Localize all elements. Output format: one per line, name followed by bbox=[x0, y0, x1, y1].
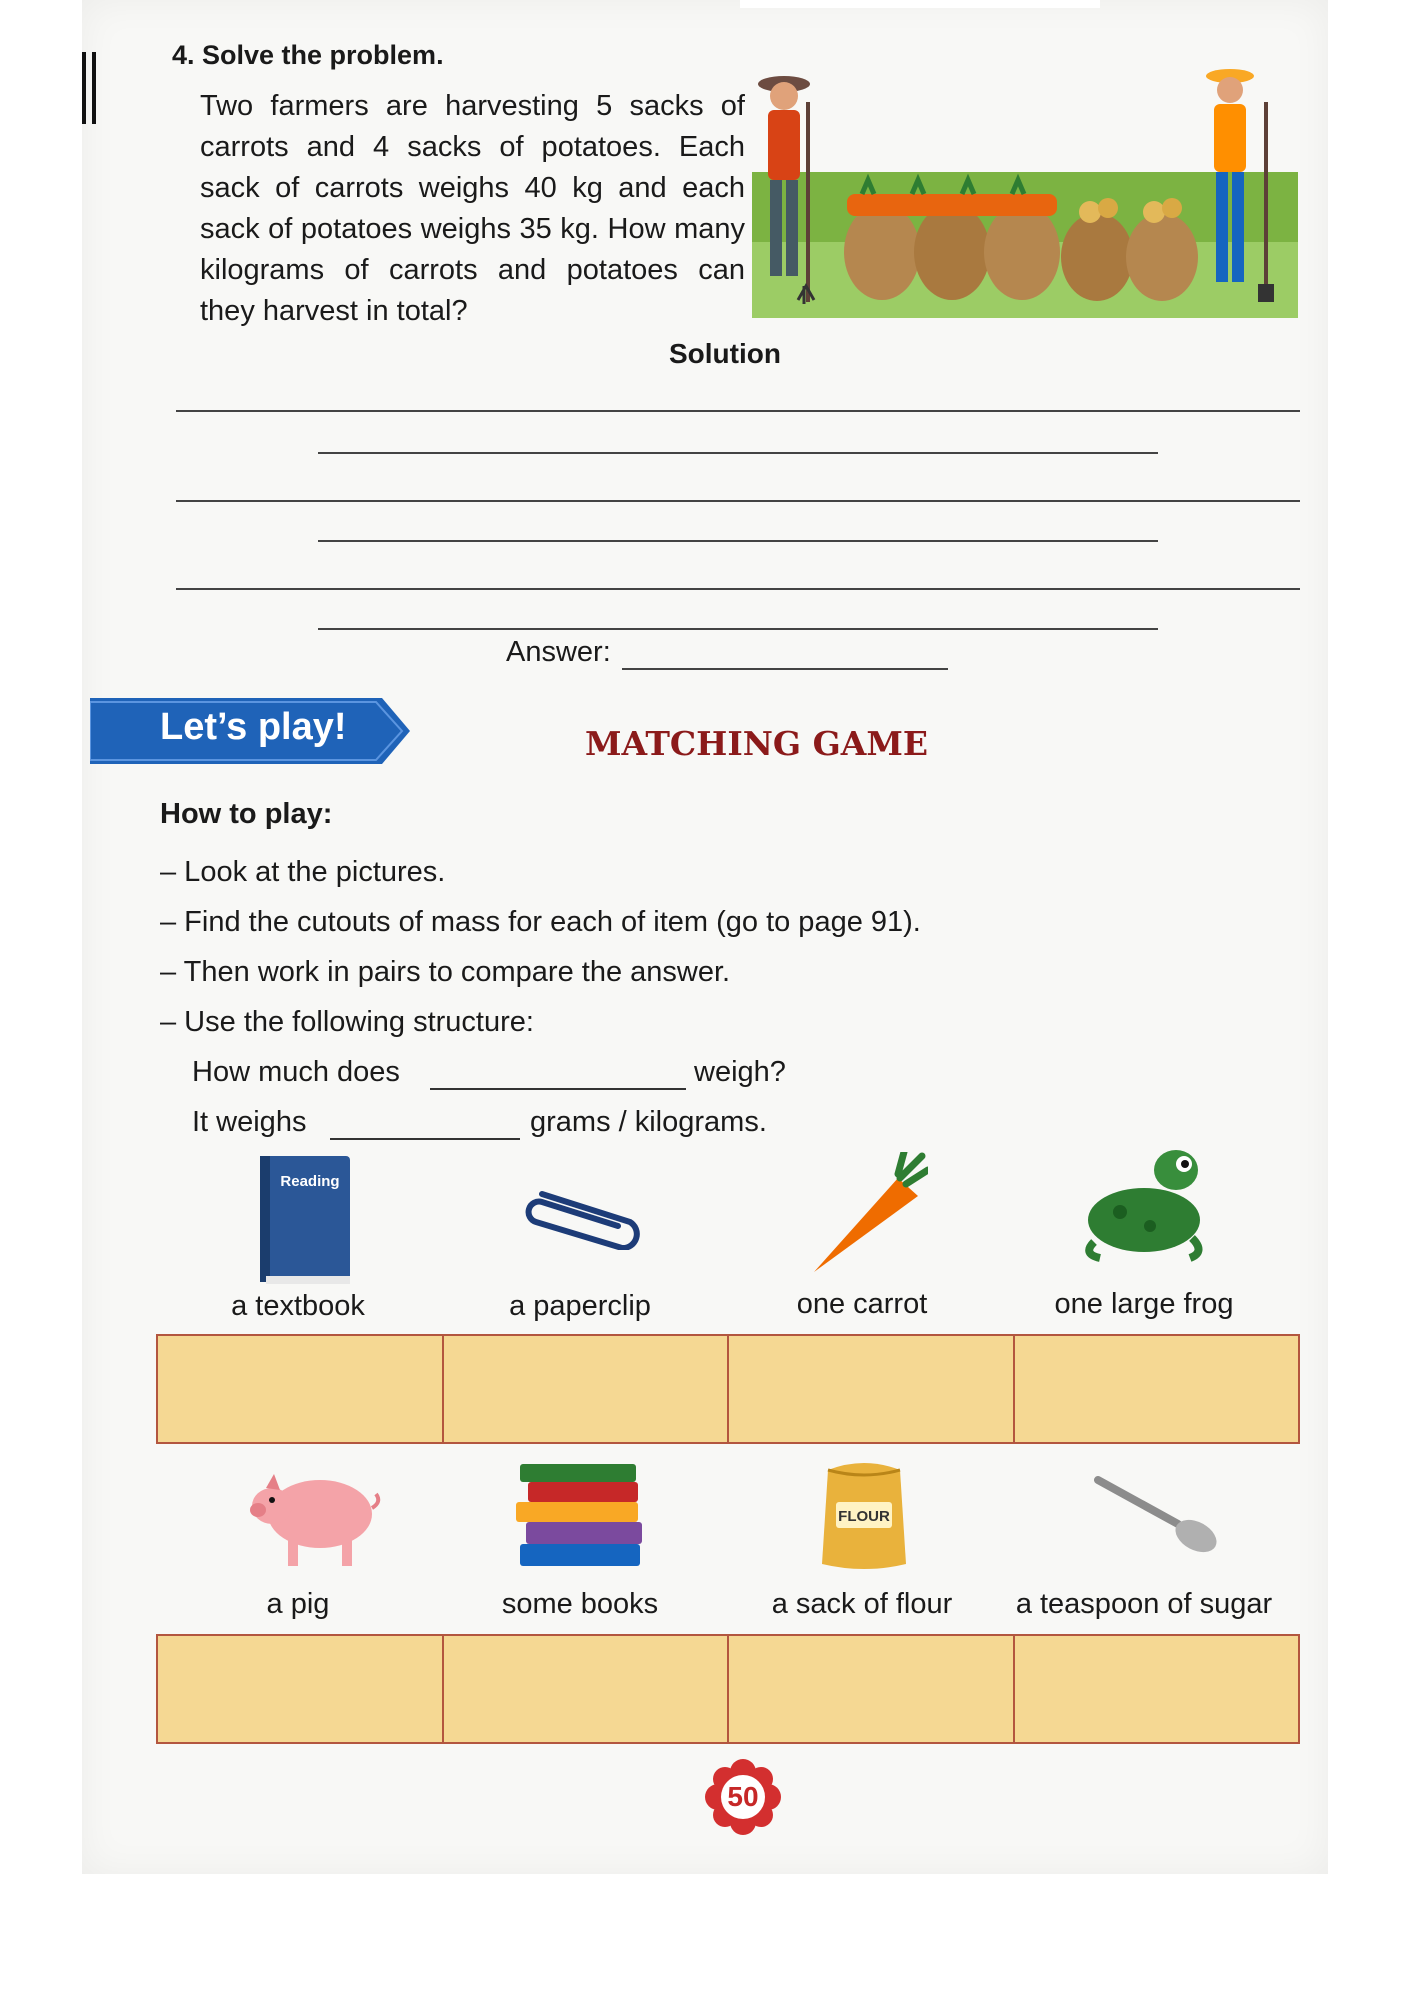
flour-sack-icon bbox=[818, 1456, 910, 1574]
item-label: a textbook bbox=[231, 1290, 365, 1322]
game-title: MATCHING GAME bbox=[585, 724, 929, 763]
lets-play-label: Let’s play! bbox=[160, 706, 347, 748]
answer-input-line[interactable] bbox=[622, 668, 948, 670]
answer-cell-textbook[interactable] bbox=[158, 1336, 444, 1442]
solution-title: Solution bbox=[669, 338, 781, 369]
books-stack-icon bbox=[512, 1462, 648, 1570]
carrot-icon bbox=[808, 1152, 928, 1276]
answer-cell-paperclip[interactable] bbox=[444, 1336, 730, 1442]
answer-rule[interactable] bbox=[176, 410, 1300, 412]
structure-question-end: weigh? bbox=[694, 1056, 786, 1088]
instruction-step: – Then work in pairs to compare the answer. bbox=[160, 956, 731, 988]
answer-cell-pig[interactable] bbox=[158, 1636, 444, 1742]
binding-mark bbox=[92, 52, 96, 124]
page-number: 50 bbox=[727, 1781, 759, 1812]
flour-sack-text: FLOUR bbox=[838, 1508, 890, 1525]
answer-label: Answer: bbox=[506, 636, 611, 668]
paperclip-icon bbox=[522, 1182, 648, 1250]
item-label: one large frog bbox=[1054, 1288, 1234, 1320]
instruction-step: – Find the cutouts of mass for each of item (go to page 91). bbox=[160, 906, 921, 938]
frog-icon bbox=[1080, 1146, 1210, 1262]
instruction-step: – Use the following structure: bbox=[160, 1006, 534, 1038]
answer-cell-teaspoon[interactable] bbox=[1015, 1636, 1299, 1742]
binding-mark bbox=[82, 52, 86, 124]
item-label: a pig bbox=[266, 1588, 330, 1620]
answer-rule[interactable] bbox=[318, 628, 1158, 630]
page-edge bbox=[740, 0, 1100, 8]
answer-rule[interactable] bbox=[318, 452, 1158, 454]
structure-blank[interactable] bbox=[330, 1138, 520, 1140]
item-label: a sack of flour bbox=[771, 1588, 953, 1620]
instruction-step: – Look at the pictures. bbox=[160, 856, 446, 888]
answer-cell-frog[interactable] bbox=[1015, 1336, 1299, 1442]
answer-row-2 bbox=[156, 1634, 1300, 1744]
answer-rule[interactable] bbox=[176, 588, 1300, 590]
answer-rule[interactable] bbox=[176, 500, 1300, 502]
carrot-sacks-icon bbox=[844, 180, 1060, 300]
textbook-cover-text: Reading bbox=[280, 1173, 340, 1190]
item-label: a paperclip bbox=[509, 1290, 651, 1322]
farmers-harvest-illustration bbox=[752, 62, 1298, 318]
item-label: one carrot bbox=[796, 1288, 928, 1320]
teaspoon-icon bbox=[1092, 1474, 1222, 1558]
structure-blank[interactable] bbox=[430, 1088, 686, 1090]
answer-cell-flour[interactable] bbox=[729, 1636, 1015, 1742]
problem-title: 4. Solve the problem. bbox=[172, 40, 444, 70]
pig-icon bbox=[250, 1460, 384, 1570]
structure-answer-end: grams / kilograms. bbox=[530, 1106, 767, 1138]
answer-cell-carrot[interactable] bbox=[729, 1336, 1015, 1442]
how-to-play-title: How to play: bbox=[160, 798, 333, 830]
problem-text: Two farmers are harvesting 5 sacks of carrots and 4 sacks of potatoes. Each sack of carrots weighs 40 kg and each sack of potatoes weighs 35 kg. How many kilograms of carrots and potatoes can they harvest in total? bbox=[200, 90, 745, 327]
answer-row-1 bbox=[156, 1334, 1300, 1444]
answer-rule[interactable] bbox=[318, 540, 1158, 542]
item-label: a teaspoon of sugar bbox=[1015, 1588, 1273, 1620]
structure-question-start: How much does bbox=[192, 1056, 400, 1088]
item-label: some books bbox=[501, 1588, 659, 1620]
textbook-icon bbox=[256, 1152, 356, 1288]
answer-cell-books[interactable] bbox=[444, 1636, 730, 1742]
structure-answer-start: It weighs bbox=[192, 1106, 307, 1138]
